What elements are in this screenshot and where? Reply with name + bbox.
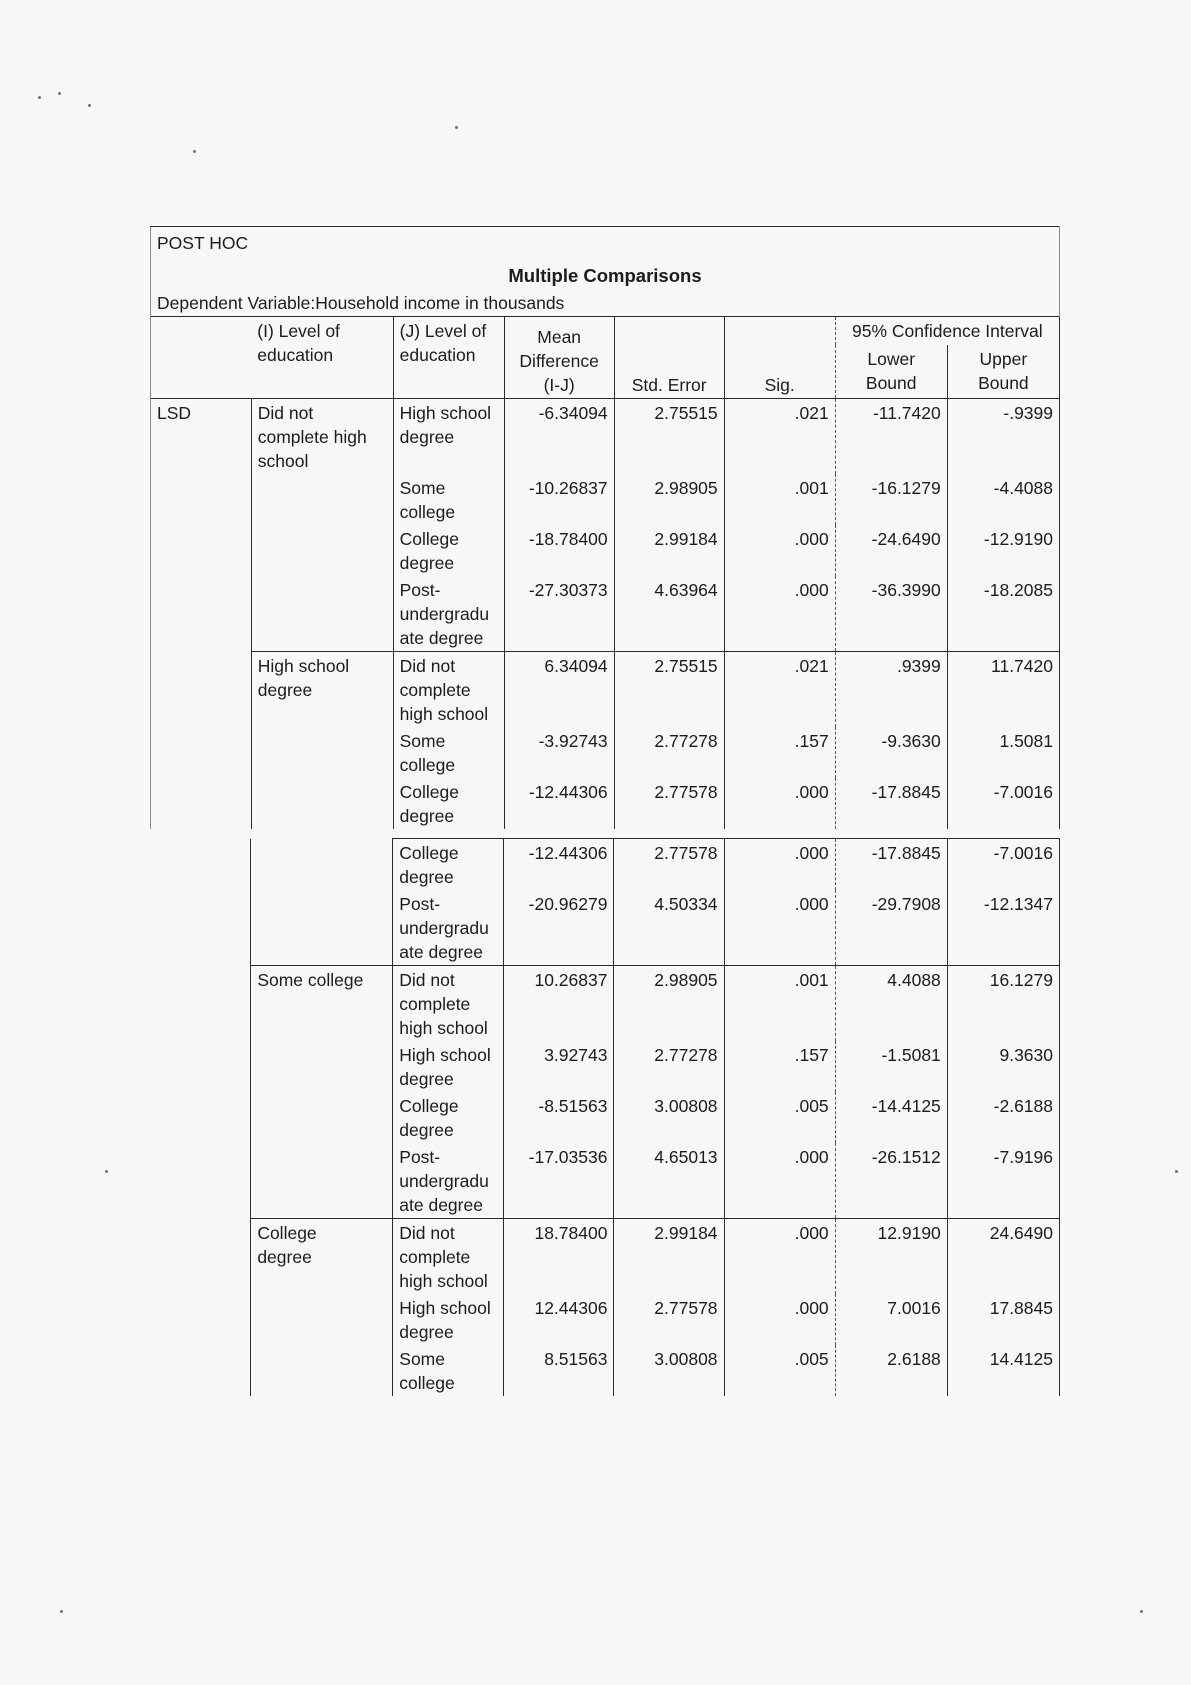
comparison-row <box>151 576 1060 652</box>
sig-cell: .000 <box>724 1219 835 1295</box>
upper-bound-cell: 16.1279 <box>947 966 1059 1042</box>
mean-difference-cell: -6.34094 <box>504 399 614 475</box>
mean-difference-cell: -27.30373 <box>504 576 614 652</box>
std-error-cell: 2.98905 <box>614 474 724 525</box>
lower-bound-cell: -26.1512 <box>835 1143 947 1219</box>
comparison-row <box>150 1041 1060 1092</box>
comparison-row <box>151 727 1060 778</box>
method-cell <box>150 1143 251 1219</box>
std-error-cell: 2.99184 <box>614 1219 724 1295</box>
comparison-row <box>150 839 1060 891</box>
mean-difference-cell: 3.92743 <box>504 1041 614 1092</box>
mean-difference-cell: -12.44306 <box>504 839 614 891</box>
mean-difference-cell: -18.78400 <box>504 525 614 576</box>
lower-bound-cell: 2.6188 <box>835 1345 947 1396</box>
method-cell <box>150 966 251 1042</box>
i-level-cell <box>251 839 393 891</box>
method-cell <box>150 1219 251 1295</box>
j-level-cell: High school degree <box>393 1294 504 1345</box>
mean-difference-cell: 10.26837 <box>504 966 614 1042</box>
sig-cell: .157 <box>724 1041 835 1092</box>
lower-bound-cell: -16.1279 <box>835 474 947 525</box>
scan-speck <box>193 150 196 153</box>
upper-bound-cell: 17.8845 <box>947 1294 1059 1345</box>
table-title: Multiple Comparisons <box>151 256 1060 289</box>
mean-difference-cell: -10.26837 <box>504 474 614 525</box>
comparison-row <box>150 966 1060 1042</box>
header-std-error: Std. Error <box>614 317 724 399</box>
sig-cell: .000 <box>724 778 835 829</box>
lower-bound-cell: .9399 <box>835 652 947 728</box>
upper-bound-cell: -12.1347 <box>947 890 1059 966</box>
header-confidence-interval: 95% Confidence Interval <box>835 317 1059 346</box>
method-cell <box>151 652 252 728</box>
scan-speck <box>88 104 91 107</box>
upper-bound-cell: 11.7420 <box>947 652 1059 728</box>
scan-speck <box>1140 1610 1143 1613</box>
comparison-row <box>150 1345 1060 1396</box>
std-error-cell: 4.50334 <box>614 890 724 966</box>
std-error-cell: 2.75515 <box>614 652 724 728</box>
header-row <box>151 317 1060 346</box>
scan-speck <box>1175 1170 1178 1173</box>
std-error-cell: 2.77578 <box>614 778 724 829</box>
mean-difference-cell: 18.78400 <box>504 1219 614 1295</box>
sig-cell: .001 <box>724 966 835 1042</box>
j-level-cell: Did not complete high school <box>393 1219 504 1295</box>
section-label: POST HOC <box>151 227 1060 257</box>
lower-bound-cell: -17.8845 <box>835 778 947 829</box>
dependent-variable: Dependent Variable:Household income in thousands <box>151 289 1060 317</box>
lower-bound-cell: -14.4125 <box>835 1092 947 1143</box>
i-level-cell <box>251 727 393 778</box>
j-level-cell: Some college <box>393 727 504 778</box>
std-error-cell: 4.65013 <box>614 1143 724 1219</box>
comparison-row <box>151 652 1060 728</box>
comparison-row <box>150 1143 1060 1219</box>
i-level-cell <box>251 778 393 829</box>
sig-cell: .000 <box>724 525 835 576</box>
j-level-cell: Some college <box>393 474 504 525</box>
upper-bound-cell: -7.0016 <box>947 778 1059 829</box>
method-cell: LSD <box>151 399 252 475</box>
header-sig: Sig. <box>724 317 835 399</box>
j-level-cell: High school degree <box>393 399 504 475</box>
mean-difference-cell: -3.92743 <box>504 727 614 778</box>
mean-difference-cell: -12.44306 <box>504 778 614 829</box>
upper-bound-cell: -18.2085 <box>947 576 1059 652</box>
i-level-cell: Did not complete high school <box>251 399 393 475</box>
i-level-cell: Some college <box>251 966 393 1042</box>
mean-difference-cell: 12.44306 <box>504 1294 614 1345</box>
sig-cell: .005 <box>724 1092 835 1143</box>
mean-difference-cell: -8.51563 <box>504 1092 614 1143</box>
i-level-cell: College degree <box>251 1219 393 1295</box>
j-level-cell: College degree <box>393 1092 504 1143</box>
lower-bound-cell: -1.5081 <box>835 1041 947 1092</box>
method-cell <box>150 890 251 966</box>
scan-speck <box>105 1170 108 1173</box>
i-level-cell <box>251 1294 393 1345</box>
upper-bound-cell: 9.3630 <box>947 1041 1059 1092</box>
scan-speck <box>58 92 61 95</box>
j-level-cell: Post- undergradu ate degree <box>393 890 504 966</box>
j-level-cell: College degree <box>393 839 504 891</box>
header-lower-bound: Lower Bound <box>835 345 947 398</box>
upper-bound-cell: -7.0016 <box>947 839 1059 891</box>
std-error-cell: 2.77578 <box>614 1294 724 1345</box>
std-error-cell: 3.00808 <box>614 1092 724 1143</box>
upper-bound-cell: -7.9196 <box>947 1143 1059 1219</box>
lower-bound-cell: -17.8845 <box>835 839 947 891</box>
i-level-cell <box>251 1143 393 1219</box>
method-cell <box>151 474 252 525</box>
multiple-comparisons-table-part1 <box>150 226 1060 829</box>
sig-cell: .000 <box>724 839 835 891</box>
upper-bound-cell: -.9399 <box>947 399 1059 475</box>
lower-bound-cell: -11.7420 <box>835 399 947 475</box>
lower-bound-cell: -29.7908 <box>835 890 947 966</box>
header-j-level: (J) Level of education <box>393 317 504 399</box>
lower-bound-cell: -36.3990 <box>835 576 947 652</box>
upper-bound-cell: -12.9190 <box>947 525 1059 576</box>
i-level-cell: High school degree <box>251 652 393 728</box>
sig-cell: .000 <box>724 1294 835 1345</box>
i-level-cell <box>251 576 393 652</box>
std-error-cell: 2.77278 <box>614 727 724 778</box>
method-cell <box>150 1092 251 1143</box>
lower-bound-cell: -9.3630 <box>835 727 947 778</box>
lower-bound-cell: 12.9190 <box>835 1219 947 1295</box>
lower-bound-cell: -24.6490 <box>835 525 947 576</box>
j-level-cell: Did not complete high school <box>393 652 504 728</box>
lower-bound-cell: 7.0016 <box>835 1294 947 1345</box>
method-cell <box>150 1294 251 1345</box>
sig-cell: .000 <box>724 576 835 652</box>
comparison-row <box>151 474 1060 525</box>
method-cell <box>151 778 252 829</box>
method-cell <box>151 727 252 778</box>
comparison-row <box>150 1219 1060 1295</box>
sig-cell: .000 <box>724 890 835 966</box>
j-level-cell: Post- undergradu ate degree <box>393 1143 504 1219</box>
comparison-row <box>150 1092 1060 1143</box>
i-level-cell <box>251 474 393 525</box>
method-cell <box>151 525 252 576</box>
scan-speck <box>60 1610 63 1613</box>
i-level-cell <box>251 1345 393 1396</box>
comparison-row <box>151 399 1060 475</box>
sig-cell: .005 <box>724 1345 835 1396</box>
j-level-cell: College degree <box>393 525 504 576</box>
j-level-cell: Some college <box>393 1345 504 1396</box>
multiple-comparisons-table-part2 <box>150 838 1060 1396</box>
std-error-cell: 2.99184 <box>614 525 724 576</box>
j-level-cell: High school degree <box>393 1041 504 1092</box>
i-level-cell <box>251 890 393 966</box>
std-error-cell: 2.75515 <box>614 399 724 475</box>
sig-cell: .001 <box>724 474 835 525</box>
i-level-cell <box>251 1041 393 1092</box>
comparison-row <box>150 1294 1060 1345</box>
upper-bound-cell: 14.4125 <box>947 1345 1059 1396</box>
std-error-cell: 2.77278 <box>614 1041 724 1092</box>
comparison-row <box>151 778 1060 829</box>
method-cell <box>150 1345 251 1396</box>
j-level-cell: Did not complete high school <box>393 966 504 1042</box>
upper-bound-cell: 24.6490 <box>947 1219 1059 1295</box>
i-level-cell <box>251 1092 393 1143</box>
j-level-cell: College degree <box>393 778 504 829</box>
mean-difference-cell: -17.03536 <box>504 1143 614 1219</box>
std-error-cell: 3.00808 <box>614 1345 724 1396</box>
comparison-row <box>150 890 1060 966</box>
mean-difference-cell: -20.96279 <box>504 890 614 966</box>
header-mean-difference: Mean Difference (I-J) <box>504 317 614 399</box>
std-error-cell: 4.63964 <box>614 576 724 652</box>
j-level-cell: Post- undergradu ate degree <box>393 576 504 652</box>
sig-cell: .021 <box>724 652 835 728</box>
upper-bound-cell: -2.6188 <box>947 1092 1059 1143</box>
mean-difference-cell: 6.34094 <box>504 652 614 728</box>
comparison-row <box>151 525 1060 576</box>
method-cell <box>150 1041 251 1092</box>
sig-cell: .021 <box>724 399 835 475</box>
sig-cell: .000 <box>724 1143 835 1219</box>
scan-speck <box>38 96 41 99</box>
lower-bound-cell: 4.4088 <box>835 966 947 1042</box>
header-upper-bound: Upper Bound <box>947 345 1059 398</box>
header-i-level: (I) Level of education <box>251 317 393 399</box>
method-cell <box>151 576 252 652</box>
method-cell <box>150 839 251 891</box>
upper-bound-cell: 1.5081 <box>947 727 1059 778</box>
upper-bound-cell: -4.4088 <box>947 474 1059 525</box>
mean-difference-cell: 8.51563 <box>504 1345 614 1396</box>
scan-speck <box>455 126 458 129</box>
std-error-cell: 2.77578 <box>614 839 724 891</box>
i-level-cell <box>251 525 393 576</box>
std-error-cell: 2.98905 <box>614 966 724 1042</box>
sig-cell: .157 <box>724 727 835 778</box>
